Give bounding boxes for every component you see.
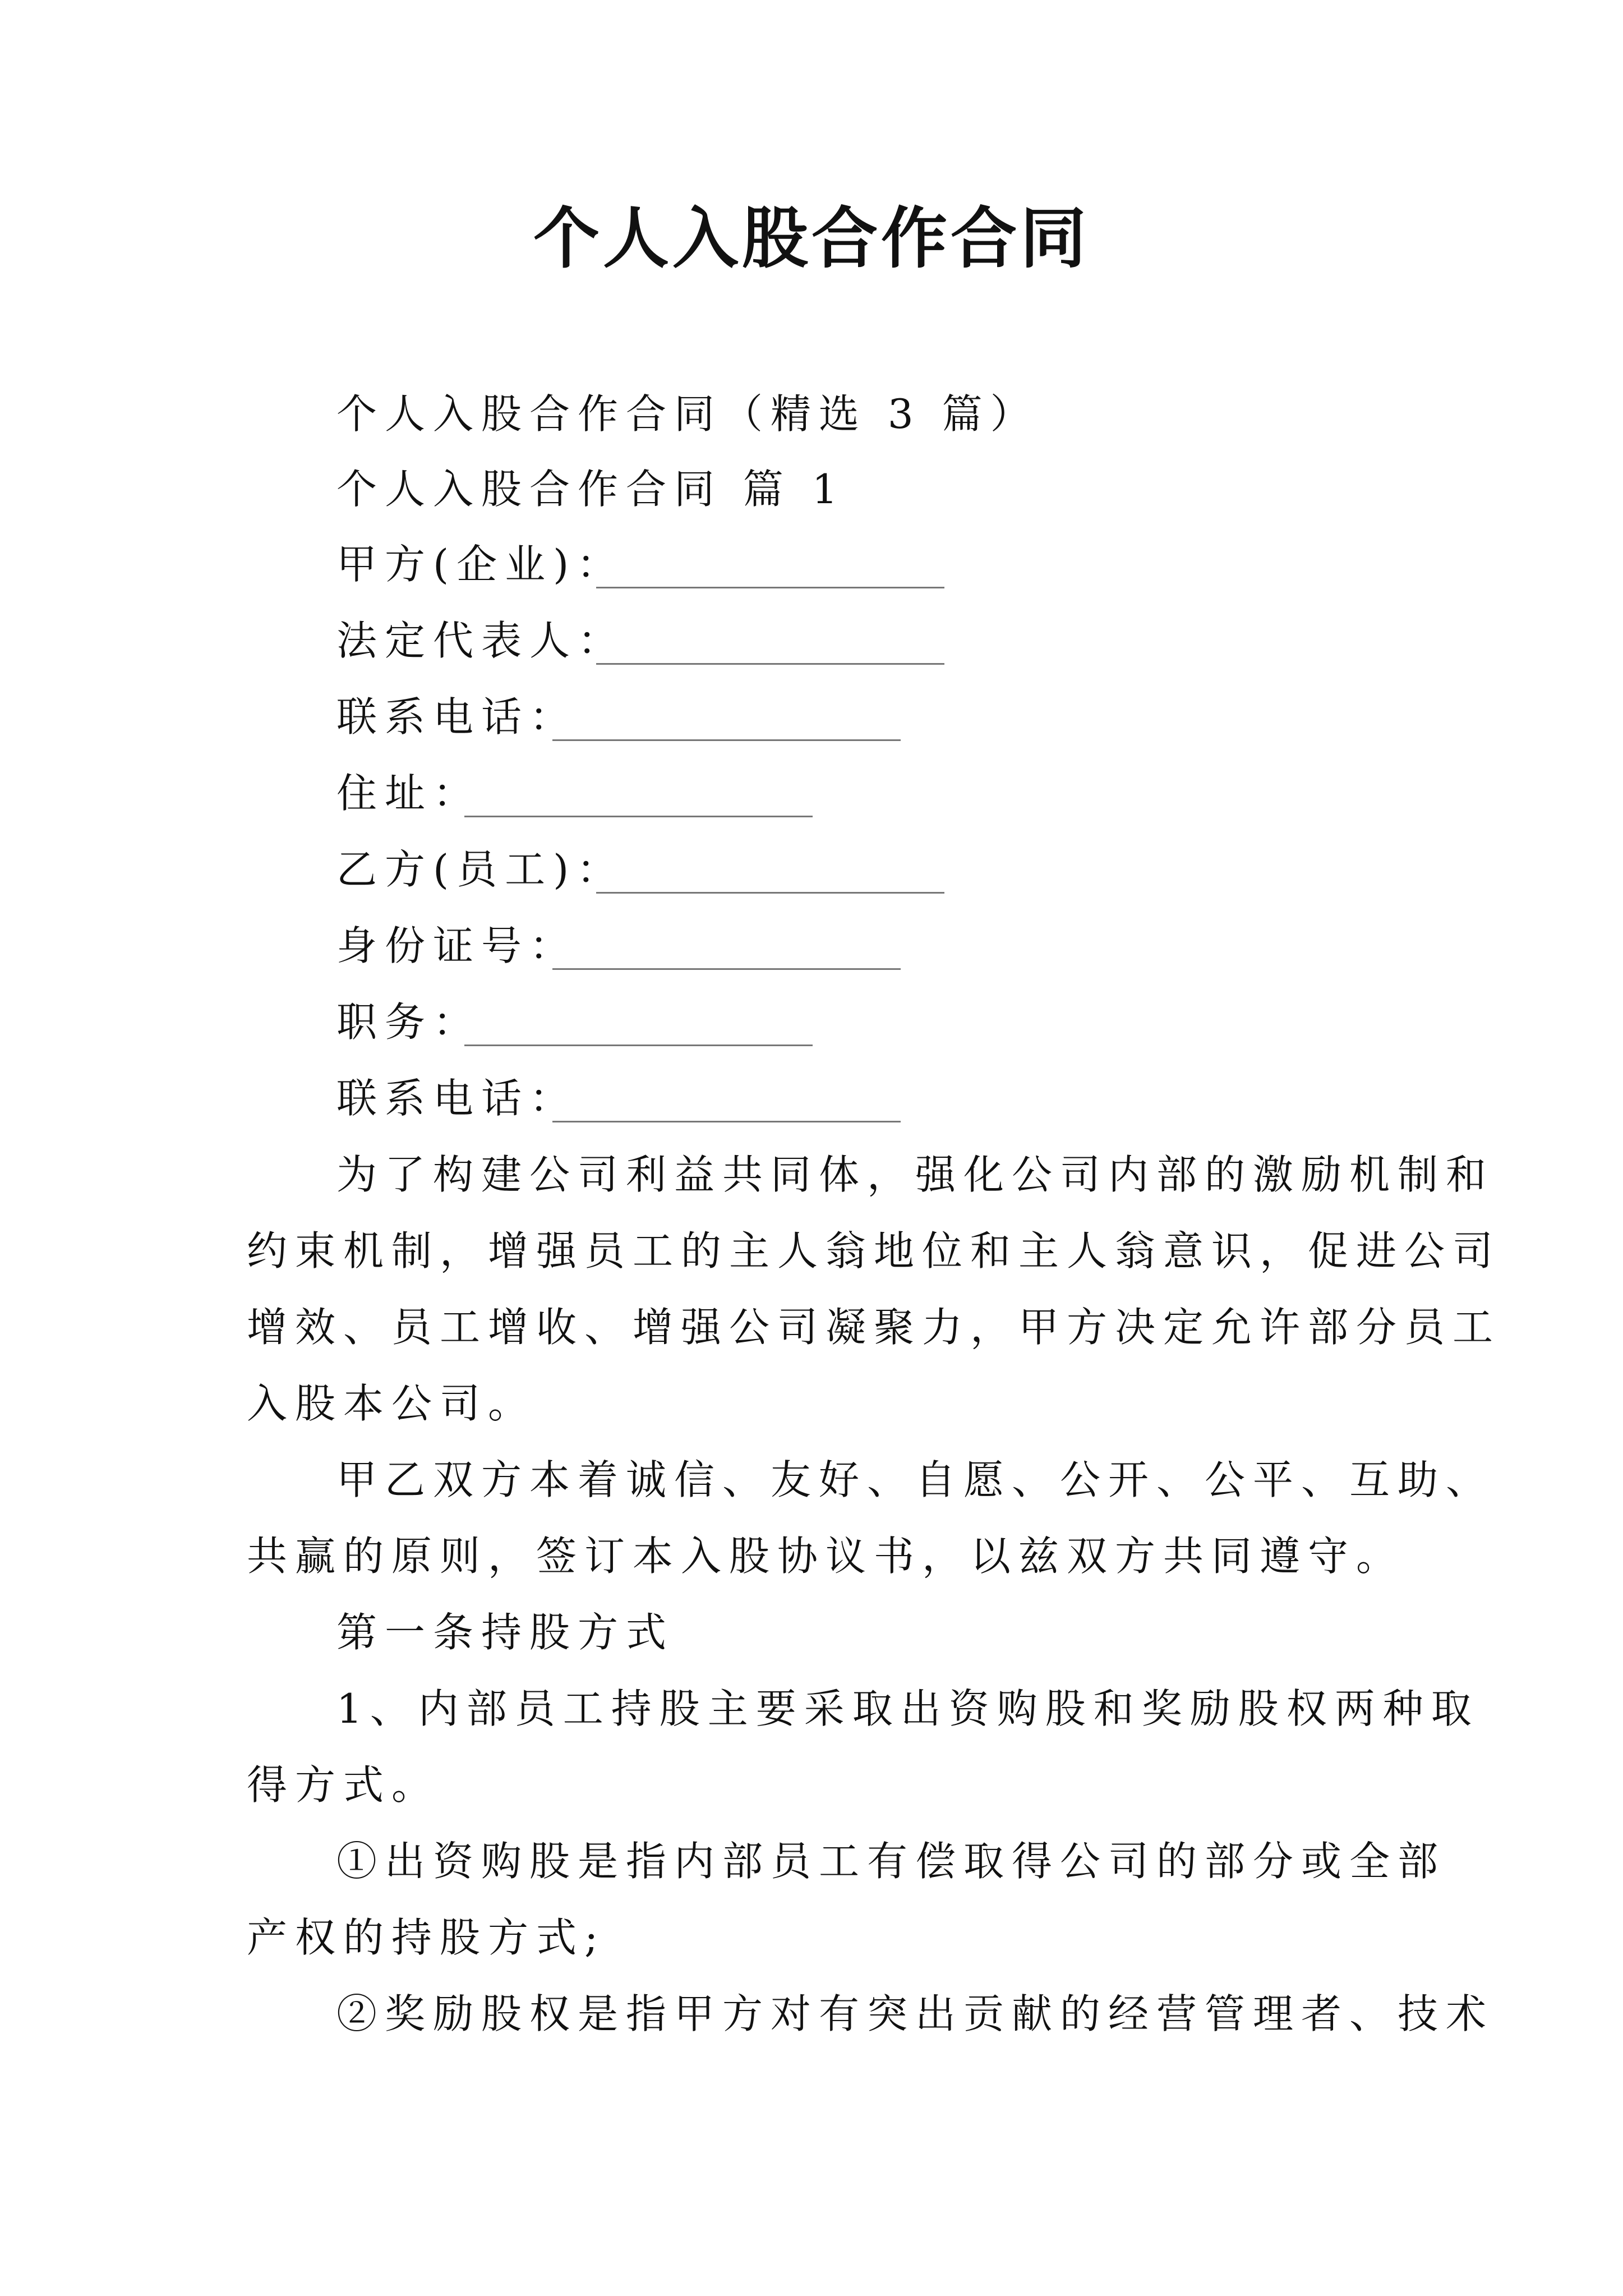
- party-a-blank[interactable]: [596, 587, 944, 588]
- paragraph-4-line-2: 得方式。: [247, 1761, 440, 1809]
- field-label-phone-a: 联系电话：: [336, 693, 578, 740]
- paragraph-4-line-1: 1、内部员工持股主要采取出资购股和奖励股权两种取: [336, 1685, 1479, 1732]
- field-label-position: 职务：: [336, 999, 482, 1046]
- phone-b-blank[interactable]: [552, 1121, 901, 1122]
- paragraph-5-line-1: ①出资购股是指内部员工有偿取得公司的部分或全部: [336, 1838, 1446, 1885]
- paragraph-1-line-1: 为了构建公司利益共同体，强化公司内部的激励机制和: [336, 1151, 1495, 1198]
- address-blank[interactable]: [464, 816, 813, 817]
- field-label-address: 住址：: [336, 770, 482, 817]
- field-label-party-b: 乙方(员工)：: [336, 846, 625, 893]
- field-label-id-number: 身份证号：: [336, 922, 578, 969]
- field-label-legal-representative: 法定代表人：: [336, 617, 626, 664]
- paragraph-1-line-4: 入股本公司。: [247, 1380, 537, 1427]
- id-number-blank[interactable]: [552, 968, 901, 970]
- field-label-phone-b: 联系电话：: [336, 1075, 578, 1122]
- article-1-heading: 第一条持股方式: [336, 1609, 675, 1656]
- legal-representative-blank[interactable]: [596, 663, 944, 665]
- paragraph-5-line-2: 产权的持股方式;: [247, 1914, 606, 1961]
- field-label-party-a: 甲方(企业)：: [336, 541, 625, 588]
- document-subtitle: 个人入股合作合同（精选 3 篇）: [336, 390, 1039, 438]
- paragraph-1-line-3: 增效、员工增收、增强公司凝聚力，甲方决定允许部分员工: [247, 1304, 1501, 1351]
- party-b-blank[interactable]: [596, 892, 944, 894]
- phone-a-blank[interactable]: [552, 739, 901, 741]
- paragraph-1-line-2: 约束机制，增强员工的主人翁地位和主人翁意识，促进公司: [247, 1227, 1501, 1274]
- paragraph-2-line-2: 共赢的原则，签订本入股协议书，以兹双方共同遵守。: [247, 1533, 1405, 1580]
- position-blank[interactable]: [464, 1045, 813, 1046]
- section-heading: 个人入股合作合同 篇 1: [336, 466, 846, 513]
- paragraph-2-line-1: 甲乙双方本着诚信、友好、自愿、公开、公平、互助、: [336, 1456, 1495, 1503]
- document-title: 个人入股合作合同: [533, 199, 1090, 277]
- paragraph-6-line-1: ②奖励股权是指甲方对有突出贡献的经营管理者、技术: [336, 1990, 1495, 2037]
